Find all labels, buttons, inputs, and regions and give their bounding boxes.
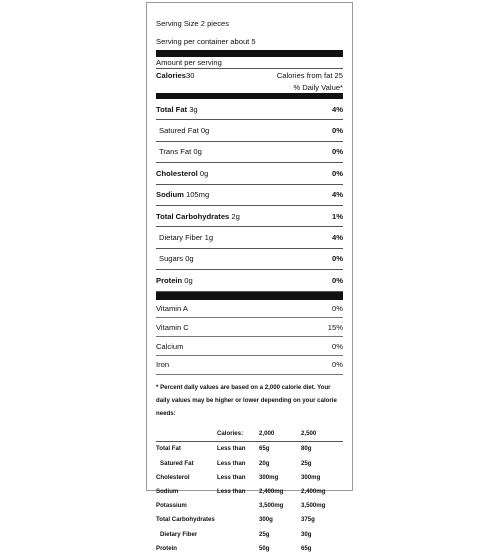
nutrient-amount: 2g	[231, 211, 240, 221]
nutrient-name: Total Carbohydrates	[156, 211, 230, 221]
reference-cell	[217, 541, 259, 555]
vitamin-daily-value: 0%	[332, 341, 343, 351]
nutrient-row	[156, 206, 343, 227]
nutrient-amount: 0g	[199, 168, 209, 178]
nutrient-name: Protein	[156, 275, 183, 285]
nutrient-name: Total Fat	[156, 104, 188, 114]
reference-cell: Less than	[217, 459, 246, 467]
reference-cell: Less than	[217, 445, 246, 453]
nutrient-name: Dietary Fiber	[159, 233, 203, 243]
reference-row	[156, 527, 343, 541]
reference-cell: 3,500mg	[259, 502, 284, 510]
nutrient-amount: 0g	[184, 275, 193, 285]
nutrient-daily-value: 0%	[332, 147, 343, 157]
reference-cell: 2,400mg	[259, 488, 284, 496]
reference-cell: 65g	[259, 445, 270, 453]
nutrient-name: Sugars	[159, 254, 184, 264]
reference-cell	[217, 499, 259, 513]
calories-from-fat: Calories from fat 25	[276, 71, 343, 80]
nutrient-row	[156, 249, 343, 270]
reference-cell: 300g	[259, 516, 273, 524]
reference-row	[156, 499, 343, 513]
nutrient-daily-value: 0%	[332, 126, 343, 136]
reference-cell: Less than	[217, 488, 246, 496]
thick-divider	[156, 292, 343, 300]
reference-cell: 80g	[301, 445, 312, 453]
daily-value-header: % Daily Value*	[293, 83, 343, 92]
reference-cell: Total Carbohydrates	[156, 516, 215, 524]
nutrient-amount: 0g	[185, 254, 194, 264]
serving-size: Serving Size 2 pieces	[156, 18, 230, 28]
vitamin-row	[156, 300, 343, 319]
nutrient-row	[156, 227, 343, 248]
reference-row	[156, 456, 343, 470]
nutrient-name: Cholesterol	[156, 168, 198, 178]
vitamin-name: Calcium	[156, 341, 184, 351]
reference-cell: 65g	[301, 544, 312, 552]
daily-reference-table	[156, 427, 343, 555]
reference-cell: 2,500	[301, 427, 343, 442]
reference-cell: 25g	[301, 459, 312, 467]
nutrient-row	[156, 185, 343, 206]
nutrient-name: Satured Fat	[159, 126, 199, 136]
reference-cell: 300mg	[301, 473, 321, 481]
reference-cell: 300mg	[259, 473, 279, 481]
reference-cell: 25g	[259, 530, 270, 538]
nutrient-row	[156, 99, 343, 120]
reference-cell: Potassium	[156, 502, 187, 510]
nutrient-row	[156, 270, 343, 291]
reference-cell	[156, 427, 217, 442]
reference-cell: 3,500mg	[301, 502, 326, 510]
reference-row	[156, 484, 343, 498]
amount-per-serving: Amount per serving	[156, 57, 343, 69]
vitamin-daily-value: 0%	[332, 303, 343, 313]
nutrient-daily-value: 4%	[332, 190, 343, 200]
thick-divider	[156, 50, 343, 57]
reference-row	[156, 470, 343, 484]
reference-cell: 2,000	[259, 427, 301, 442]
vitamin-daily-value: 15%	[327, 322, 343, 332]
reference-cell: 20g	[259, 459, 270, 467]
nutrient-daily-value: 0%	[332, 254, 343, 264]
nutrient-row	[156, 163, 343, 184]
reference-row	[156, 541, 343, 555]
footnote: * Percent daily values are based on a 2,000 calorie diet. Your daily values may be higher or lower depending on your calorie needs:	[156, 383, 337, 417]
reference-cell: Satured Fat	[160, 459, 194, 467]
nutrient-amount: 3g	[189, 104, 198, 114]
reference-cell: Total Fat	[156, 445, 181, 453]
vitamin-row	[156, 356, 343, 375]
nutrient-daily-value: 4%	[332, 104, 343, 114]
nutrient-daily-value: 0%	[332, 275, 343, 285]
vitamin-name: Vitamin C	[156, 322, 189, 332]
nutrient-name: Sodium	[156, 190, 184, 200]
reference-cell: Calories:	[217, 427, 259, 442]
reference-cell: 2,400mg	[301, 488, 326, 496]
nutrient-amount: 105mg	[185, 190, 210, 200]
vitamin-name: Vitamin A	[156, 303, 188, 313]
reference-cell: 30g	[301, 530, 312, 538]
vitamin-list	[156, 300, 343, 375]
reference-cell	[217, 527, 259, 541]
nutrient-amount: 0g	[200, 126, 210, 136]
reference-cell: Cholesterol	[156, 473, 190, 481]
reference-row	[156, 513, 343, 527]
nutrient-amount: 1g	[204, 233, 214, 243]
nutrition-facts-label	[146, 2, 353, 552]
servings-per-container: Serving per container about 5	[156, 37, 256, 46]
nutrient-amount: 0g	[193, 147, 202, 157]
reference-cell: 50g	[259, 544, 270, 552]
nutrient-daily-value: 0%	[332, 168, 343, 178]
nutrient-row	[156, 120, 343, 141]
reference-row	[156, 441, 343, 456]
calories-row	[156, 69, 343, 82]
vitamin-daily-value: 0%	[332, 360, 343, 370]
reference-cell: Dietary Fiber	[160, 530, 198, 538]
vitamin-row	[156, 318, 343, 337]
calories-label: Calories	[156, 71, 186, 80]
vitamin-name: Iron	[156, 360, 170, 370]
reference-header-row	[156, 427, 343, 442]
reference-cell: 375g	[301, 516, 315, 524]
reference-cell	[217, 513, 259, 527]
nutrient-list	[156, 99, 343, 292]
calories-value: 30	[185, 71, 195, 80]
nutrient-daily-value: 1%	[332, 211, 343, 221]
reference-cell: Protein	[156, 544, 177, 552]
reference-cell: Sodium	[156, 488, 179, 496]
nutrient-daily-value: 4%	[332, 233, 343, 243]
vitamin-row	[156, 337, 343, 356]
nutrient-row	[156, 142, 343, 163]
nutrient-name: Trans Fat	[159, 147, 192, 157]
reference-cell: Less than	[217, 473, 246, 481]
